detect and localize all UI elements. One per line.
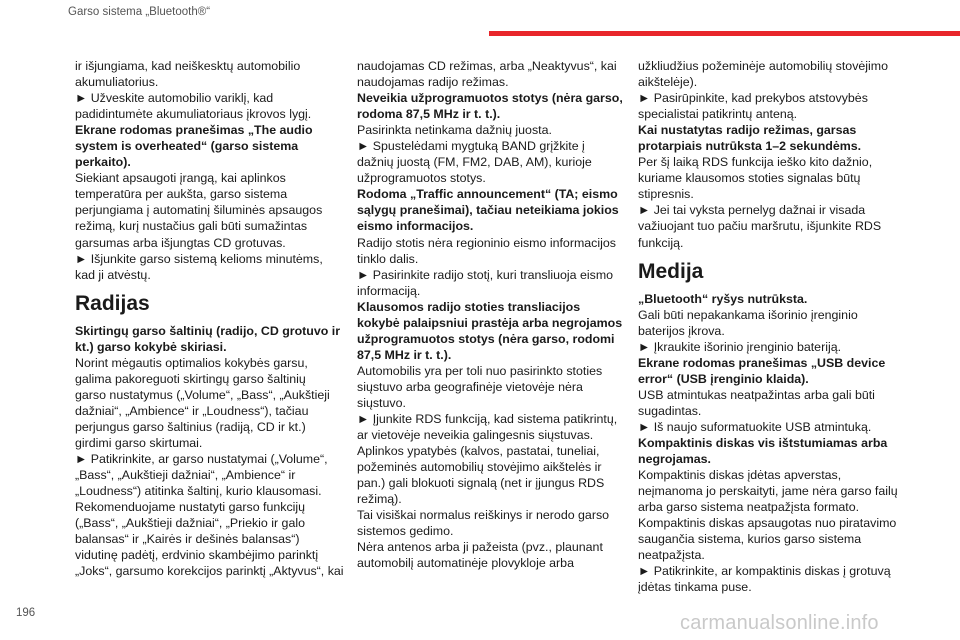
text-line: Automobilis yra per toli nuo pasirinkto stoties [357, 363, 603, 378]
text-line: arba garso sistema neatpažįsta formato. [638, 500, 860, 515]
text-line: Per šį laiką RDS funkcija ieško kito dažnio, [638, 155, 873, 170]
text-line: sistemos gedimo. [357, 524, 454, 539]
bold-line: Kai nustatytas radijo režimas, garsas [638, 123, 857, 138]
section-heading: Medija [638, 259, 704, 283]
bold-line: protarpiais nutrūksta 1–2 sekundėms. [638, 139, 862, 154]
text-line: dažniai“, „Ambience“ ir „Loudness“), tačiau [75, 403, 309, 418]
text-line: saugančia sistema, kurios garso sistema [638, 532, 862, 547]
text-line: ► Patikrinkite, ar garso nustatymai („Volume“, [75, 452, 328, 467]
text-line: akumuliatorius. [75, 75, 159, 90]
text-line: Gali būti nepakankama išorinio įrenginio [638, 307, 858, 322]
text-line: funkciją. [638, 235, 684, 250]
text-line: ► Išjunkite garso sistemą kelioms minutėms, [75, 251, 323, 266]
bold-line: error“ (USB įrenginio klaida). [638, 371, 809, 386]
text-line: garso nustatymus („Volume“, „Bass“, „Aukštieji [75, 387, 330, 402]
watermark: carmanualsonline.info [680, 612, 879, 634]
text-line: stipresnis. [638, 187, 694, 202]
text-line: garsumas arba išjungtas CD grotuvas. [75, 235, 286, 250]
text-line: Tai visiškai normalus reiškinys ir nerodo garso [357, 508, 610, 523]
text-line: vidutinę padėtį, erdvinio skambėjimo parinktį [75, 548, 319, 563]
text-line: siųstuvo arba geografinėje vietovėje nėra [357, 379, 583, 394]
text-line: automobilį automatinėje plovykloje arba [357, 556, 574, 571]
text-line: ir išjungiama, kad neiškesktų automobilio [75, 59, 301, 73]
bold-line: Skirtingų garso šaltinių (radijo, CD grotuvo ir [75, 323, 341, 338]
bold-line: negrojamas. [638, 452, 711, 467]
text-line: neįmanoma jo perskaityti, jame nėra garso failų [638, 484, 898, 499]
text-line: temperatūra per aukšta, garso sistema [75, 187, 288, 202]
bold-line: perkaito). [75, 155, 131, 170]
section-title: Garso sistema „Bluetooth®“ [68, 6, 211, 18]
text-line: informaciją. [357, 283, 421, 298]
bold-line: Ekrane rodomas pranešimas „The audio [75, 123, 313, 138]
text-line: ► Spustelėdami mygtuką BAND grįžkite į [357, 139, 585, 154]
text-line: dažnių juostą (FM, FM2, DAB, AM), kurioje [357, 155, 592, 170]
bold-line: eismo informacijos. [357, 219, 474, 234]
bold-line: system is overheated“ (garso sistema [75, 139, 299, 154]
text-line: įdėtas tinkama puse. [638, 580, 752, 595]
bold-line: Klausomos radijo stoties transliacijos [357, 299, 581, 314]
text-line: siųstuvo. [357, 395, 406, 410]
text-line: tinklo dalis. [357, 251, 419, 266]
text-line: Pasirinkta netinkama dažnių juosta. [357, 123, 552, 138]
text-line: galima pakoreguoti skirtingų garso šaltinių [75, 371, 306, 386]
text-line: režimą). [357, 492, 402, 507]
text-line: ► Įkraukite išorinio įrenginio bateriją. [638, 339, 842, 354]
text-line: kuriame klausomos stoties signalas būtų [638, 171, 861, 186]
text-line: Radijo stotis nėra regioninio eismo informacijos [357, 235, 616, 250]
bold-line: Ekrane rodomas pranešimas „USB device [638, 355, 886, 370]
text-line: ► Pasirūpinkite, kad prekybos atstovybės [638, 91, 868, 106]
text-line: Nėra antenos arba ji pažeista (pvz., plaunant [357, 540, 603, 555]
bold-line: sąlygų pranešimai), tačiau neteikiama jokios [357, 203, 619, 218]
text-line: padidintumėte akumuliatoriaus įkrovos lygį. [75, 107, 312, 122]
text-line: ar vietovėje neveikia galingesnis siųstuvas. [357, 428, 594, 443]
bold-line: „Bluetooth“ ryšys nutrūksta. [638, 291, 808, 306]
text-line: ► Užveskite automobilio variklį, kad [75, 91, 274, 106]
text-line: naudojamas CD režimas, arba „Neaktyvus“, kai [357, 59, 617, 73]
text-line: ► Įjunkite RDS funkciją, kad sistema patikrintų, [357, 412, 618, 427]
text-line: baterijos įkrova. [638, 323, 725, 338]
bold-line: Rodoma „Traffic announcement“ (TA; eismo [357, 187, 618, 202]
section-color-bar [489, 31, 960, 36]
text-line: naudojamas radijo režimas. [357, 75, 509, 90]
text-line: „Loudness“) atitinka šaltinį, kurio klausomasi. [75, 484, 322, 499]
bold-line: Neveikia užprogramuotos stotys (nėra garso, [357, 91, 623, 106]
text-line: Kompaktinis diskas apsaugotas nuo piratavimo [638, 516, 897, 531]
text-column-3 [638, 58, 920, 595]
text-column-1 [75, 58, 357, 579]
text-line: Norint mėgautis optimalios kokybės garsu, [75, 355, 308, 370]
text-line: aikštelėje). [638, 75, 698, 90]
bold-line: kt.) garso kokybė skiriasi. [75, 339, 227, 354]
text-line: balansas“ ir „Kairės ir dešinės balansas“) [75, 532, 300, 547]
text-line: „Joks“, garsumo korekcijos parinktį „Aktyvus“, kai [75, 564, 344, 579]
text-line: važiuojant tuo pačiu maršrutu, išjunkite RDS [638, 219, 882, 234]
bold-line: rodoma 87,5 MHz ir t. t.). [357, 107, 501, 122]
text-line: specialistai patikrintų anteną. [638, 107, 798, 122]
text-line: pan.) gali blokuoti signalą (net ir įjungus RDS [357, 476, 605, 491]
text-line: požeminės automobilių stovėjimo aikštelės ir [357, 460, 602, 475]
text-line: Kompaktinis diskas įdėtas apverstas, [638, 468, 842, 483]
text-line: režimą, kurį nustačius gali būti sumažintas [75, 219, 308, 234]
text-line: kad ji atvėstų. [75, 267, 151, 282]
text-line: Aplinkos ypatybės (kalvos, pastatai, tuneliai, [357, 444, 600, 459]
section-heading: Radijas [75, 291, 150, 315]
text-line: „Bass“, „Aukštieji dažniai“, „Ambience“ ir [75, 468, 296, 483]
bold-line: užprogramuotos stotys (nėra garso, rodomi [357, 331, 615, 346]
text-line: perjungiama į automatinį šiluminės apsaugos [75, 203, 323, 218]
text-line: USB atmintukas neatpažintas arba gali būti [638, 387, 875, 402]
bold-line: Kompaktinis diskas vis ištstumiamas arba [638, 435, 888, 450]
bold-line: 87,5 MHz ir t. t.). [357, 347, 452, 362]
text-line: Rekomenduojame nustatyti garso funkcijų [75, 500, 306, 515]
text-line: Siekiant apsaugoti įrangą, kai aplinkos [75, 171, 286, 186]
bold-line: kokybė palaipsniui prastėja arba negrojamos [357, 315, 623, 330]
text-line: ► Pasirinkite radijo stotį, kuri transliuoja eismo [357, 267, 614, 282]
page-number: 196 [16, 607, 36, 619]
text-line: ► Iš naujo suformatuokite USB atmintuką. [638, 419, 872, 434]
text-line: girdimi garso skirtumai. [75, 435, 203, 450]
text-line: ► Patikrinkite, ar kompaktinis diskas į grotuvą [638, 564, 891, 579]
text-line: perjungus garso šaltinius (radiją, CD ir kt.) [75, 419, 306, 434]
text-line: („Bass“, „Aukštieji dažniai“, „Priekio ir galo [75, 516, 305, 531]
text-line: sugadintas. [638, 403, 702, 418]
text-line: neatpažįsta. [638, 548, 705, 563]
text-line: ► Jei tai vyksta pernelyg dažnai ir visada [638, 203, 866, 218]
text-column-2 [357, 58, 639, 572]
text-line: užprogramuotos stotys. [357, 171, 486, 186]
text-line: užkliudžius požeminėje automobilių stovėjimo [638, 59, 889, 73]
